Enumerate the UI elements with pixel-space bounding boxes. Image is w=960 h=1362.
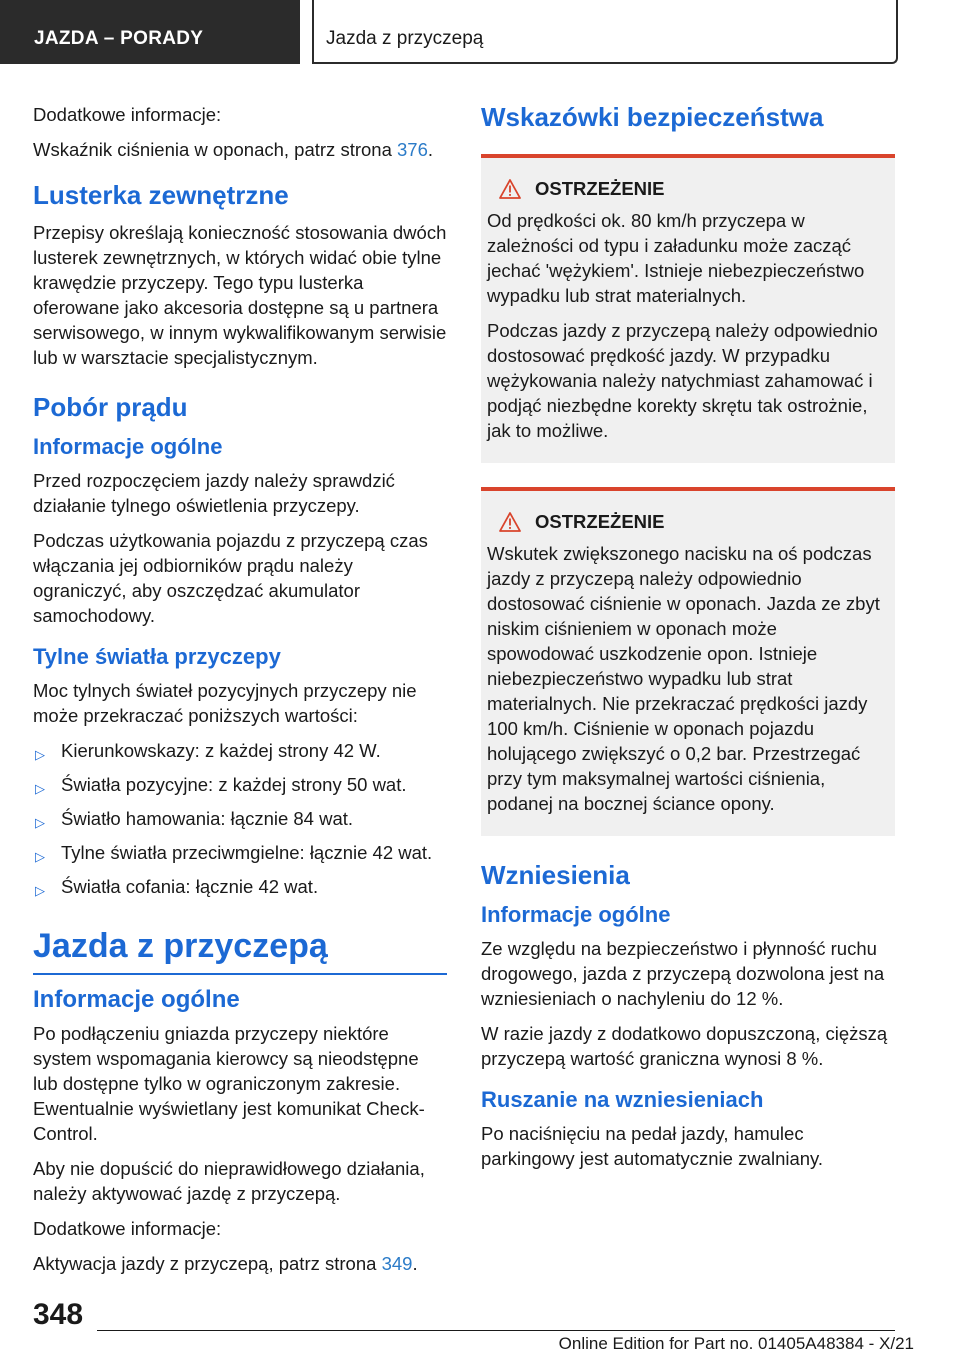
list-item: ▷ Światła pozycyjne: z każdej strony 50 wat. — [33, 772, 447, 797]
info-label: Dodatkowe informacje: — [33, 1218, 222, 1239]
triangle-bullet-icon: ▷ — [35, 747, 45, 762]
right-column — [481, 102, 895, 1181]
warning-box — [481, 487, 895, 836]
warning-box — [481, 154, 895, 463]
chapter-title-trailer: Jazda z przyczepą — [33, 925, 447, 975]
triangle-bullet-icon: ▷ — [35, 815, 45, 830]
list-item: ▷ Światło hamowania: łącznie 84 wat. — [33, 806, 447, 831]
hill-start-paragraph: Po naciśnięciu na pedał jazdy, hamulec parkingowy jest automatycznie zwalniany. — [481, 1123, 824, 1169]
warning-paragraph: Od prędkości ok. 80 km/h przyczepa w zależności od typu i załadunku może zacząć jechać 'wężykiem'. Istnieje niebezpieczeństwo wypadku lub strat materialnych. — [487, 210, 865, 306]
page-number: 348 — [33, 1298, 84, 1331]
warning-triangle-icon — [499, 512, 521, 532]
header-topic-tab — [312, 0, 898, 64]
warning-title: OSTRZEŻENIE — [535, 178, 665, 199]
slopes-paragraph-2: W razie jazdy z dodatkowo dopuszczoną, cięższą przyczepą wartość graniczna wynosi 8 %. — [481, 1023, 888, 1069]
header-section-label: JAZDA – PORADY — [34, 28, 204, 49]
info-label: Dodatkowe informacje: — [33, 104, 222, 125]
power-paragraph-2: Podczas użytkowania pojazdu z przyczepą czas włączania jej odbiorników prądu należy ograniczyć, aby oszczędzać akumulator samochodowy. — [33, 530, 428, 626]
header-section-tab — [0, 0, 300, 64]
subsection-title-general: Informacje ogólne — [33, 434, 223, 459]
subsection-title-hill-start: Ruszanie na wzniesieniach — [481, 1087, 764, 1112]
subsection-title-lights: Tylne światła przyczepy — [33, 644, 281, 669]
page-link[interactable]: 349 — [381, 1253, 413, 1274]
slopes-paragraph-1: Ze względu na bezpieczeństwo i płynność ruchu drogowego, jazda z przyczepą dozwolona jest na wzniesieniach o nachyleniu do 12 %. — [481, 938, 885, 1009]
mirrors-body: Przepisy określają konieczność stosowania dwóch lusterek zewnętrznych, w których widać obie tylne krawędzie przyczepy. Tego typu lusterka oferowane jako akcesoria dostępne są u partnera serwisowego, w innym wykwalifikowanym serwisie lub w warsztacie specjalistycznym. — [33, 222, 447, 368]
triangle-bullet-icon: ▷ — [35, 883, 45, 898]
warning-header — [487, 511, 887, 533]
warning-triangle-icon — [499, 179, 521, 199]
list-item: ▷ Światła cofania: łącznie 42 wat. — [33, 874, 447, 899]
triangle-bullet-icon: ▷ — [35, 849, 45, 864]
warning-paragraph: Wskutek zwiększonego nacisku na oś podczas jazdy z przyczepą należy odpowiednio dostosować ciśnienie w oponach. Jazda ze zbyt niskim ciśnieniem w oponach może spowodować uszkodzenie opon. Istnieje niebezpieczeństwo wypadku lub strat materialnych. Nie przekraczać prędkości jazdy 100 km/h. Ciśnienie w oponach pojazdu holującego zwiększyć o 0,2 bar. Przestrzegać przy tym maksymalnej wartości ciśnienia, podanej na bocznej ściance opony. — [487, 543, 880, 814]
lights-intro: Moc tylnych świateł pozycyjnych przyczepy nie może przekraczać poniższych wartości: — [33, 680, 417, 726]
footer-edition: Online Edition for Part no. 01405A48384 - X/21 — [558, 1334, 914, 1353]
left-column — [33, 102, 447, 1286]
lights-list — [33, 738, 447, 899]
subsection-title-general: Informacje ogólne — [481, 902, 671, 927]
info-reference: Aktywacja jazdy z przyczepą, patrz strona 349. — [33, 1253, 418, 1274]
footer-divider — [97, 1330, 895, 1331]
trailer-paragraph-1: Po podłączeniu gniazda przyczepy niektóre system wspomagania kierowcy są nieodstępne lub dostępne tylko w ograniczonym zakresie. Ewentualnie wyświetlany jest komunikat Check-Control. — [33, 1023, 425, 1144]
trailer-paragraph-2: Aby nie dopuścić do nieprawidłowego działania, należy aktywować jazdę z przyczepą. — [33, 1158, 425, 1204]
section-title-safety: Wskazówki bezpieczeństwa — [481, 102, 824, 132]
subsection-title-general: Informacje ogólne — [33, 986, 240, 1013]
section-title-power: Pobór prądu — [33, 392, 188, 422]
list-item: ▷ Kierunkowskazy: z każdej strony 42 W. — [33, 738, 447, 763]
section-title-mirrors: Lusterka zewnętrzne — [33, 180, 289, 210]
power-paragraph-1: Przed rozpoczęciem jazdy należy sprawdzić działanie tylnego oświetlenia przyczepy. — [33, 470, 395, 516]
info-reference: Wskaźnik ciśnienia w oponach, patrz strona 376. — [33, 139, 434, 160]
section-title-slopes: Wzniesienia — [481, 860, 630, 890]
warning-paragraph: Podczas jazdy z przyczepą należy odpowiednio dostosować prędkość jazdy. W przypadku wężykowania należy natychmiast zahamować i podjąć niezbędne korekty skrętu tak ostrożnie, jak to możliwe. — [487, 320, 878, 441]
page-link[interactable]: 376 — [397, 139, 428, 160]
header-topic-label: Jazda z przyczepą — [326, 28, 484, 49]
list-item: ▷ Tylne światła przeciwmgielne: łącznie 42 wat. — [33, 840, 447, 865]
warning-header — [487, 178, 887, 200]
warning-title: OSTRZEŻENIE — [535, 511, 665, 532]
triangle-bullet-icon: ▷ — [35, 781, 45, 796]
